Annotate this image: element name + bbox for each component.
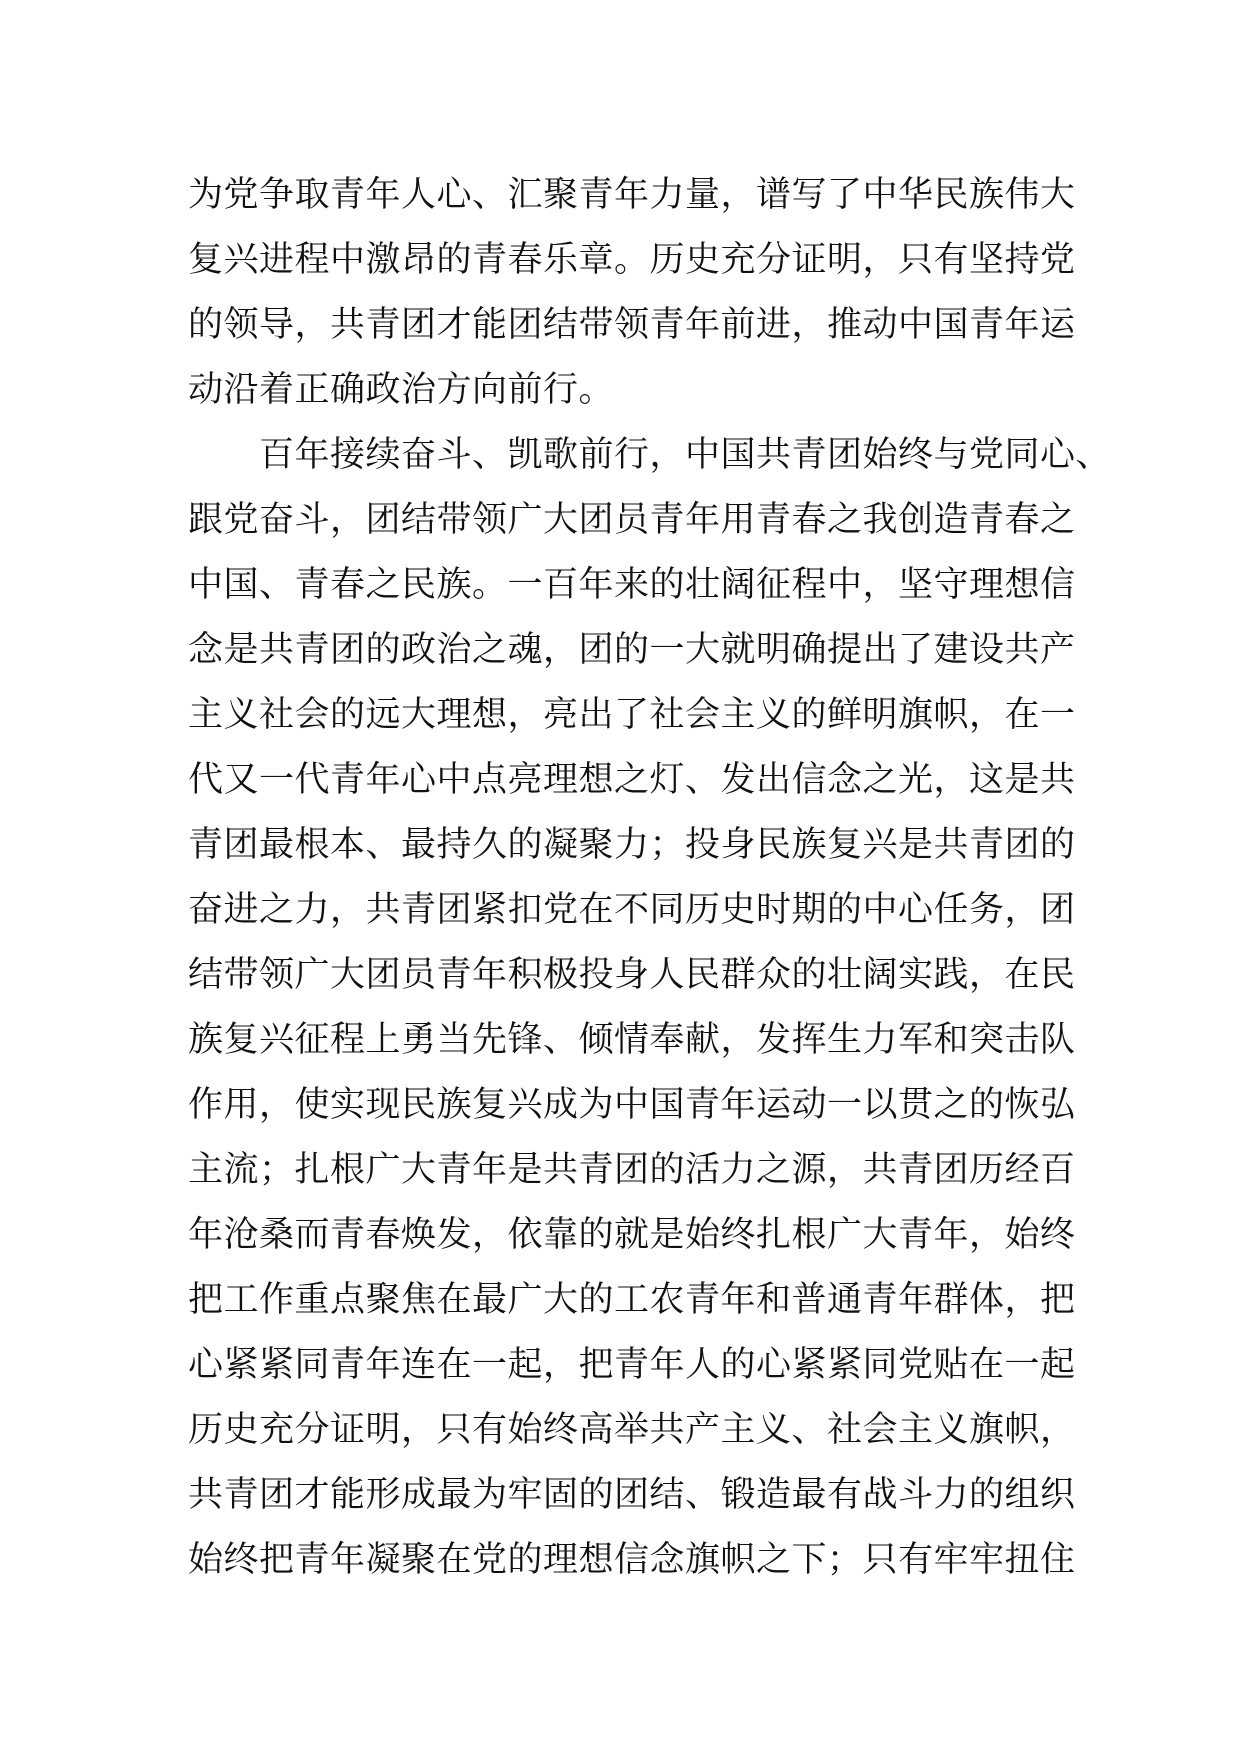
text-line: 始终把青年凝聚在党的理想信念旗帜之下；只有牢牢扭住 bbox=[188, 1540, 1076, 1580]
text-line: 青团最根本、最持久的凝聚力；投身民族复兴是共青团的 bbox=[188, 825, 1076, 865]
text-line: 族复兴征程上勇当先锋、倾情奉献，发挥生力军和突击队 bbox=[188, 1020, 1076, 1060]
text-line: 代又一代青年心中点亮理想之灯、发出信念之光，这是共 bbox=[188, 760, 1076, 800]
text-line: 复兴进程中激昂的青春乐章。历史充分证明，只有坚持党 bbox=[188, 240, 1076, 280]
text-line: 中国、青春之民族。一百年来的壮阔征程中，坚守理想信 bbox=[188, 565, 1076, 605]
text-line: 的领导，共青团才能团结带领青年前进，推动中国青年运 bbox=[188, 305, 1076, 345]
body-text bbox=[188, 163, 1112, 1593]
text-line: 共青团才能形成最为牢固的团结、锻造最有战斗力的组织 bbox=[188, 1475, 1076, 1515]
paragraph-start-line: 百年接续奋斗、凯歌前行，中国共青团始终与党同心、 bbox=[188, 435, 1112, 475]
text-line: 心紧紧同青年连在一起，把青年人的心紧紧同党贴在一起 bbox=[188, 1345, 1076, 1385]
text-line: 历史充分证明，只有始终高举共产主义、社会主义旗帜， bbox=[188, 1410, 1076, 1450]
text-line: 把工作重点聚焦在最广大的工农青年和普通青年群体，把 bbox=[188, 1280, 1076, 1320]
text-line: 主义社会的远大理想，亮出了社会主义的鲜明旗帜，在一 bbox=[188, 695, 1076, 735]
text-line: 结带领广大团员青年积极投身人民群众的壮阔实践，在民 bbox=[188, 955, 1076, 995]
text-line: 跟党奋斗，团结带领广大团员青年用青春之我创造青春之 bbox=[188, 500, 1076, 540]
text-line: 奋进之力，共青团紧扣党在不同历史时期的中心任务，团 bbox=[188, 890, 1076, 930]
text-line: 作用，使实现民族复兴成为中国青年运动一以贯之的恢弘 bbox=[188, 1085, 1076, 1125]
text-line: 为党争取青年人心、汇聚青年力量，谱写了中华民族伟大 bbox=[188, 175, 1076, 215]
text-line: 念是共青团的政治之魂，团的一大就明确提出了建设共产 bbox=[188, 630, 1076, 670]
text-line: 年沧桑而青春焕发，依靠的就是始终扎根广大青年，始终 bbox=[188, 1215, 1076, 1255]
text-line: 主流；扎根广大青年是共青团的活力之源，共青团历经百 bbox=[188, 1150, 1076, 1190]
text-line: 动沿着正确政治方向前行。 bbox=[188, 370, 615, 410]
